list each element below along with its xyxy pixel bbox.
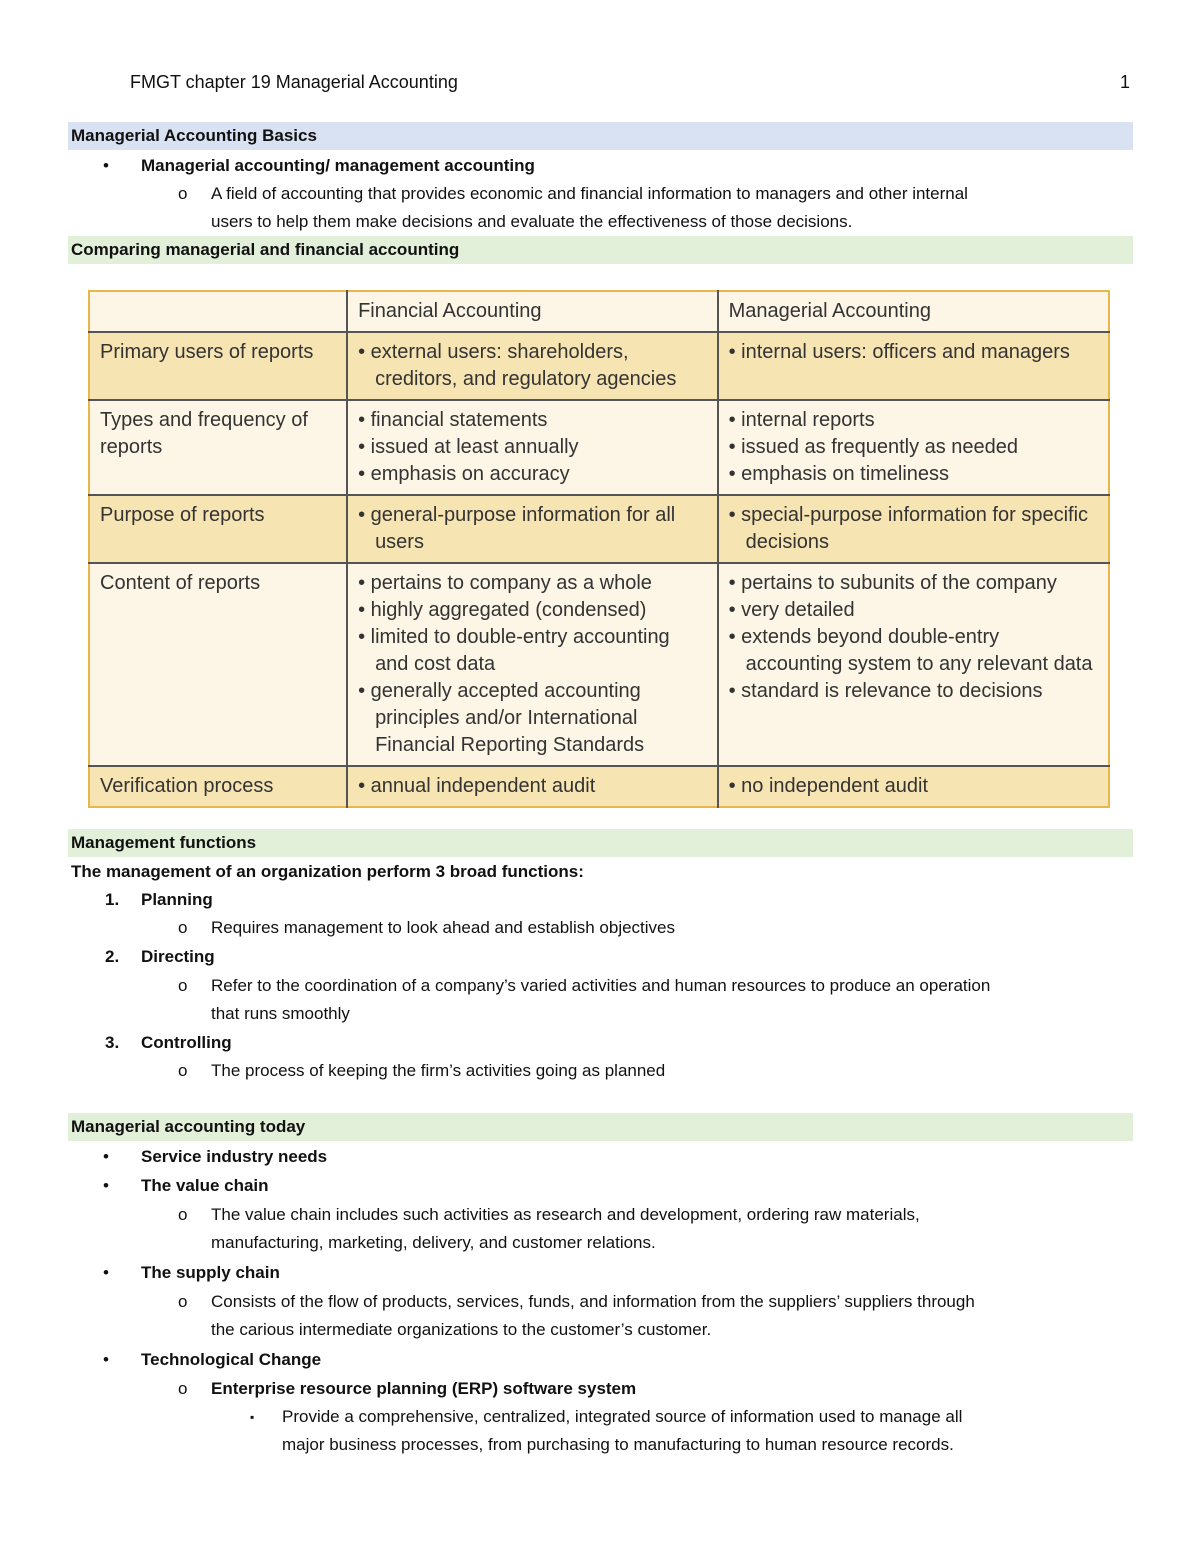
circle-glyph: o <box>178 1061 188 1080</box>
cell-bullet: • issued as frequently as needed <box>728 436 1019 458</box>
function-title-planning: Planning <box>141 890 213 909</box>
bullet-glyph: • <box>103 1147 109 1166</box>
cell-bullet: • general-purpose information for all users <box>358 504 676 553</box>
bullet-glyph: • <box>103 1176 109 1195</box>
circle-glyph: o <box>178 918 188 937</box>
managerial-cell <box>718 495 1109 563</box>
section-heading-today: Managerial accounting today <box>68 1113 1133 1141</box>
item-number: 1. <box>105 890 120 909</box>
circle-glyph: o <box>178 976 188 995</box>
circle-glyph: o <box>178 1292 188 1311</box>
circle-glyph: o <box>178 184 188 203</box>
section-heading-comparing: Comparing managerial and financial accounting <box>68 236 1133 264</box>
table-row <box>89 766 1109 807</box>
table-row <box>89 400 1109 495</box>
value-chain-desc: manufacturing, marketing, delivery, and customer relations. <box>211 1233 656 1252</box>
managerial-cell <box>718 332 1109 400</box>
table-row <box>89 332 1109 400</box>
cell-bullet: • pertains to company as a whole <box>358 572 652 594</box>
financial-cell <box>347 563 718 766</box>
cell-bullet: • pertains to subunits of the company <box>728 572 1057 594</box>
supply-chain-desc: the carious intermediate organizations to the customer’s customer. <box>211 1320 712 1339</box>
bullet-glyph: • <box>103 1350 109 1369</box>
item-number: 3. <box>105 1033 120 1052</box>
erp-desc: major business processes, from purchasing to manufacturing to human resource records. <box>282 1435 954 1454</box>
cell-bullet: • generally accepted accounting principles and/or International Financial Reporting Standards <box>358 680 645 756</box>
row-label: Primary users of reports <box>89 332 347 400</box>
table-header-managerial: Managerial Accounting <box>718 291 1109 332</box>
cell-bullet: • no independent audit <box>728 775 929 797</box>
value-chain-desc: The value chain includes such activities as research and development, ordering raw materials, <box>211 1205 920 1224</box>
function-desc: The process of keeping the firm’s activities going as planned <box>211 1061 666 1080</box>
financial-cell <box>347 766 718 807</box>
financial-cell <box>347 332 718 400</box>
today-bullet: Service industry needs <box>141 1147 328 1166</box>
item-number: 2. <box>105 947 120 966</box>
cell-bullet: • annual independent audit <box>358 775 596 797</box>
table-row <box>89 495 1109 563</box>
cell-bullet: • standard is relevance to decisions <box>728 680 1043 702</box>
table-header-financial: Financial Accounting <box>347 291 718 332</box>
bullet-glyph: • <box>103 1263 109 1282</box>
circle-glyph: o <box>178 1379 188 1398</box>
section-heading-functions: Management functions <box>68 829 1133 857</box>
function-desc: Requires management to look ahead and establish objectives <box>211 918 676 937</box>
section-heading-basics: Managerial Accounting Basics <box>68 122 1133 150</box>
cell-bullet: • external users: shareholders, creditors, and regulatory agencies <box>358 341 677 390</box>
table-header-row <box>89 291 1109 332</box>
square-glyph: ▪ <box>250 1410 255 1424</box>
page-header <box>130 72 1130 93</box>
function-title-directing: Directing <box>141 947 215 966</box>
erp-heading: Enterprise resource planning (ERP) software system <box>211 1379 637 1398</box>
functions-intro: The management of an organization perform 3 broad functions: <box>71 862 584 881</box>
cell-bullet: • financial statements <box>358 409 548 431</box>
basics-definition-line2: users to help them make decisions and evaluate the effectiveness of those decisions. <box>211 212 853 231</box>
header-title: FMGT chapter 19 Managerial Accounting <box>130 72 458 92</box>
managerial-cell <box>718 400 1109 495</box>
function-desc: Refer to the coordination of a company’s varied activities and human resources to produce an operation <box>211 976 991 995</box>
row-label: Verification process <box>89 766 347 807</box>
today-bullet: Technological Change <box>141 1350 322 1369</box>
cell-bullet: • limited to double-entry accounting and cost data <box>358 626 670 675</box>
financial-cell <box>347 495 718 563</box>
today-bullet: The supply chain <box>141 1263 280 1282</box>
basics-definition-line1: A field of accounting that provides economic and financial information to managers and other internal <box>211 184 968 203</box>
cell-bullet: • internal users: officers and managers <box>728 341 1070 363</box>
bullet-glyph: • <box>103 156 109 175</box>
table-header-empty <box>89 291 347 332</box>
cell-bullet: • very detailed <box>728 599 855 621</box>
managerial-cell <box>718 563 1109 766</box>
comparison-table <box>88 290 1110 808</box>
row-label: Purpose of reports <box>89 495 347 563</box>
cell-bullet: • special-purpose information for specific decisions <box>728 504 1089 553</box>
table-row <box>89 563 1109 766</box>
financial-cell <box>347 400 718 495</box>
function-desc: that runs smoothly <box>211 1004 350 1023</box>
row-label: Types and frequency of reports <box>89 400 347 495</box>
row-label: Content of reports <box>89 563 347 766</box>
supply-chain-desc: Consists of the flow of products, services, funds, and information from the suppliers’ suppliers through <box>211 1292 975 1311</box>
function-title-controlling: Controlling <box>141 1033 232 1052</box>
page-number: 1 <box>1119 72 1130 92</box>
cell-bullet: • emphasis on timeliness <box>728 463 950 485</box>
cell-bullet: • internal reports <box>728 409 875 431</box>
cell-bullet: • emphasis on accuracy <box>358 463 570 485</box>
basics-bullet: Managerial accounting/ management accounting <box>141 156 535 175</box>
today-bullet: The value chain <box>141 1176 269 1195</box>
circle-glyph: o <box>178 1205 188 1224</box>
cell-bullet: • extends beyond double-entry accounting system to any relevant data <box>728 626 1093 675</box>
cell-bullet: • issued at least annually <box>358 436 579 458</box>
managerial-cell <box>718 766 1109 807</box>
erp-desc: Provide a comprehensive, centralized, integrated source of information used to manage all <box>282 1407 963 1426</box>
cell-bullet: • highly aggregated (condensed) <box>358 599 647 621</box>
